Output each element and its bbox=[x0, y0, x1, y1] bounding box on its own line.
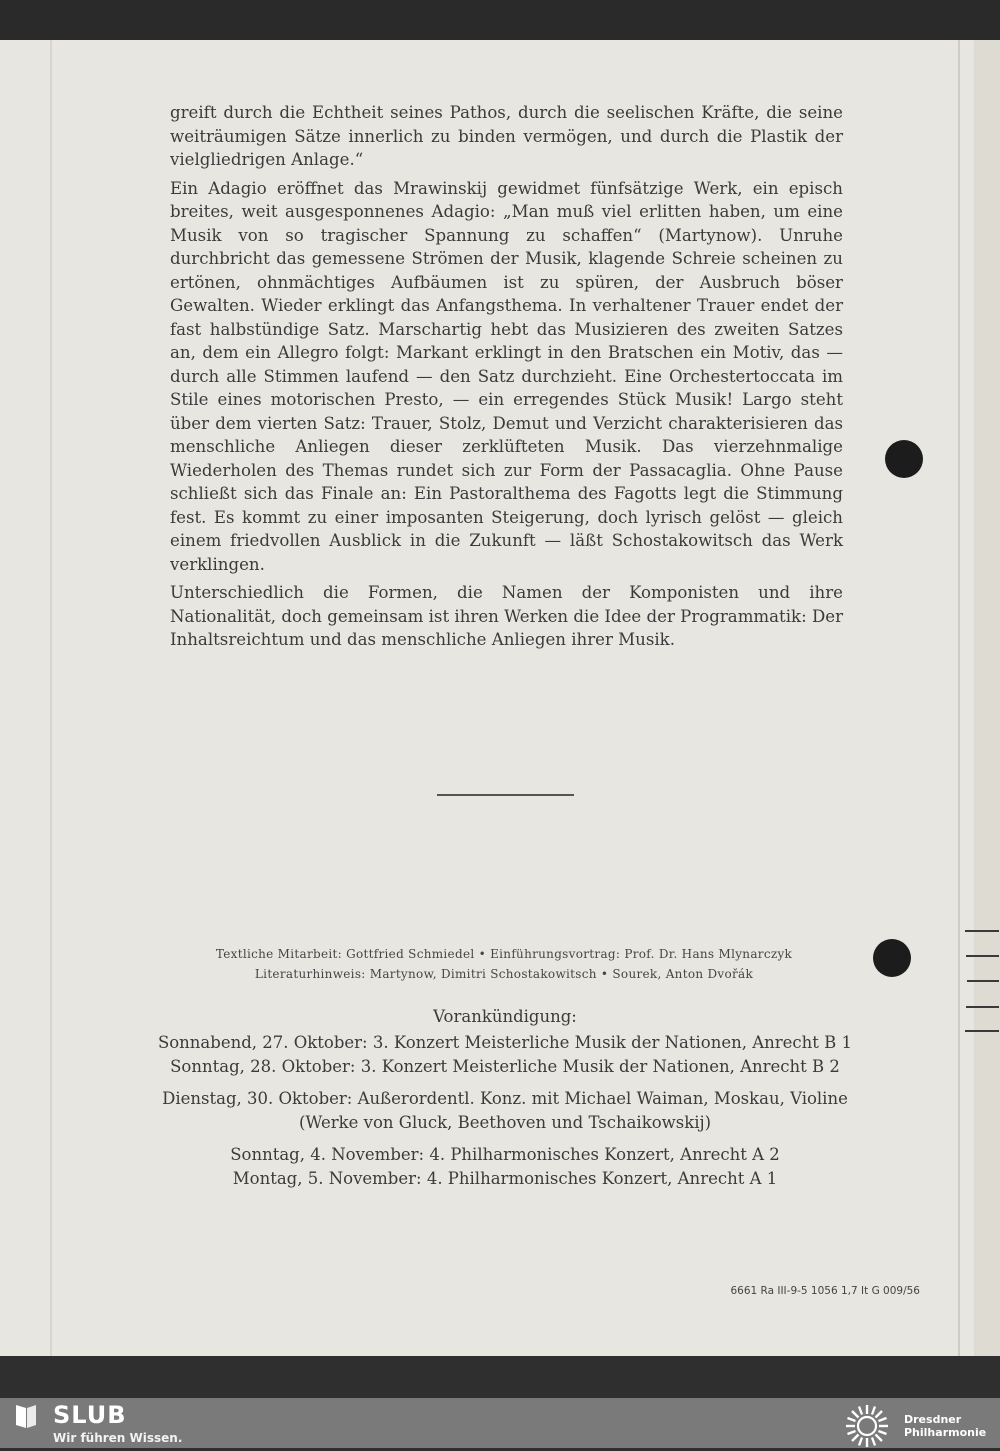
paragraph: greift durch die Echtheit seines Pathos, durch die seelischen Kräfte, die seine weiträumigen Sätze innerlich zu binden vermögen, und durch die Plastik der vielgliedrigen Anlage.“ bbox=[170, 103, 843, 169]
punch-hole-upper bbox=[885, 440, 923, 478]
paragraph: Unterschiedlich die Formen, die Namen der Komponisten und ihre Nationalität, doch gemeinsam ist ihren Werken die Idee der Programmatik: Der Inhaltsreichtum und das menschliche Anliegen ihrer Musik. bbox=[170, 583, 844, 649]
announcements-heading: Vorankündigung: bbox=[433, 1007, 577, 1026]
announcement-entry: Sonnabend, 27. Oktober: 3. Konzert Meisterliche Musik der Nationen, Anrecht B 1 bbox=[157, 1033, 853, 1052]
page-fold-left bbox=[50, 40, 52, 1356]
announcement-entry: Dienstag, 30. Oktober: Außerordentl. Konz. mit Michael Waiman, Moskau, Violine bbox=[162, 1089, 848, 1108]
announcements bbox=[130, 1005, 880, 1199]
announcement-group bbox=[130, 1087, 880, 1135]
credits-block bbox=[100, 944, 908, 984]
credits-line: Literaturhinweis: Martynow, Dimitri Schostakowitsch • Sourek, Anton Dvořák bbox=[254, 967, 754, 981]
partner-name bbox=[904, 1413, 986, 1439]
credits-line: Textliche Mitarbeit: Gottfried Schmiedel • Einführungsvortrag: Prof. Dr. Hans Mlynarczyk bbox=[215, 947, 793, 961]
page-edge-right bbox=[974, 40, 1000, 1356]
scan-border-top bbox=[0, 0, 1000, 40]
section-divider bbox=[437, 794, 574, 796]
sunburst-logo-icon bbox=[842, 1401, 892, 1451]
print-code: 6661 Ra III-9-5 1056 1,7 It G 009/56 bbox=[730, 1285, 920, 1297]
page-fold-right bbox=[958, 40, 960, 1356]
announcement-group bbox=[130, 1143, 880, 1191]
paragraph: Ein Adagio eröffnet das Mrawinskij gewidmet fünfsätzige Werk, ein episch breites, weit ausgesponnenes Adagio: „Man muß viel erlitten haben, um eine Musik von so tragischer Spannung zu schaffen“ (Martynow). Unruhe durchbricht das gemessene Strömen der Musik, klagende Schreie scheinen zu ertönen, ohnmächtiges Aufbäumen ist zu spüren, der Ausbruch böser Gewalten. Wieder erklingt das Anfangsthema. In verhaltener Trauer endet der fast halbstündige Satz. Marschartig hebt das Musizieren des zweiten Satzes an, dem ein Allegro folgt: Markant erklingt in den Bratschen ein Motiv, das — durch alle Stimmen laufend — den Satz durchzieht. Eine Orchestertoccata im Stile eines motorischen Presto, — ein erregendes Stück Musik! Largo steht über dem vierten Satz: Trauer, Stolz, Demut und Verzicht charakterisieren das menschliche Anliegen dieser zerklüfteten Musik. Das vierzehnmalige Wiederholen des Themas rundet sich zur Form der Passacaglia. Ohne Pause schließt sich das Finale an: Ein Pastoralthema des Fagotts legt die Stimmung fest. Es kommt zu einer imposanten Steigerung, doch lyrisch gelöst — gleich einem friedvollen Ausblick in die Zukunft — läßt Schostakowitsch das Werk verklingen. bbox=[170, 178, 843, 574]
partner-name-line: Philharmonie bbox=[904, 1426, 987, 1439]
edge-mark bbox=[966, 955, 999, 957]
edge-mark bbox=[966, 1006, 999, 1008]
announcement-entry: Montag, 5. November: 4. Philharmonisches Konzert, Anrecht A 1 bbox=[232, 1169, 778, 1188]
edge-mark bbox=[967, 980, 999, 982]
announcement-entry: Sonntag, 4. November: 4. Philharmonisches Konzert, Anrecht A 2 bbox=[230, 1145, 780, 1164]
book-icon bbox=[14, 1403, 38, 1429]
announcement-entry: Sonntag, 28. Oktober: 3. Konzert Meisterliche Musik der Nationen, Anrecht B 2 bbox=[170, 1057, 840, 1076]
edge-mark bbox=[965, 1030, 999, 1032]
footer-bar bbox=[0, 1398, 1000, 1448]
edge-mark bbox=[965, 930, 999, 932]
partner-name-line: Dresdner bbox=[904, 1413, 962, 1426]
slub-tagline: Wir führen Wissen. bbox=[53, 1431, 183, 1445]
article-body bbox=[170, 101, 843, 657]
announcement-group bbox=[130, 1031, 880, 1079]
slub-logo-text: SLUB bbox=[53, 1401, 127, 1429]
announcement-entry: (Werke von Gluck, Beethoven und Tschaikowskij) bbox=[298, 1113, 712, 1132]
